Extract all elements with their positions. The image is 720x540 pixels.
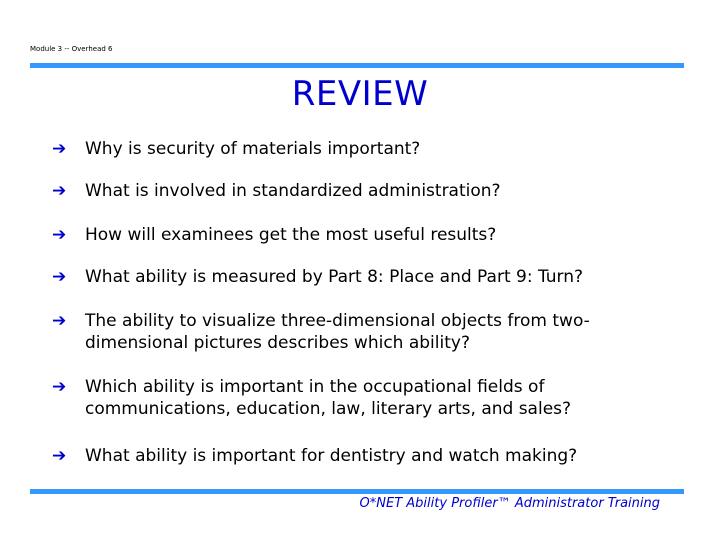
- bullet-text: The ability to visualize three-dimensional objects from two-dimensional pictures describes which ability?: [85, 311, 590, 353]
- right-arrow-icon: ➔: [52, 446, 67, 466]
- bullet-text: What is involved in standardized administration?: [85, 181, 501, 201]
- list-item: [52, 138, 672, 160]
- slide-title: REVIEW: [291, 74, 429, 114]
- right-arrow-icon: ➔: [52, 267, 67, 287]
- right-arrow-icon: ➔: [52, 225, 67, 245]
- bullet-text: Why is security of materials important?: [85, 139, 421, 159]
- bullet-text: How will examinees get the most useful results?: [85, 225, 497, 245]
- bottom-divider: [30, 489, 684, 494]
- footer-caption: O*NET Ability Profiler™ Administrator Training: [359, 496, 660, 511]
- right-arrow-icon: ➔: [52, 311, 67, 331]
- list-item: [52, 266, 672, 288]
- list-item: [52, 310, 672, 354]
- list-item: [52, 180, 672, 202]
- bullet-text: What ability is important for dentistry and watch making?: [85, 446, 578, 466]
- list-item: [52, 376, 672, 420]
- bullet-text: What ability is measured by Part 8: Place and Part 9: Turn?: [85, 267, 584, 287]
- bullet-text: Which ability is important in the occupational fields of communications, education, law, literary arts, and sales?: [85, 377, 572, 419]
- top-divider: [30, 63, 684, 68]
- list-item: [52, 224, 672, 246]
- right-arrow-icon: ➔: [52, 139, 67, 159]
- right-arrow-icon: ➔: [52, 377, 67, 397]
- right-arrow-icon: ➔: [52, 181, 67, 201]
- list-item: [52, 445, 672, 467]
- module-overhead-label: Module 3 -- Overhead 6: [30, 45, 113, 53]
